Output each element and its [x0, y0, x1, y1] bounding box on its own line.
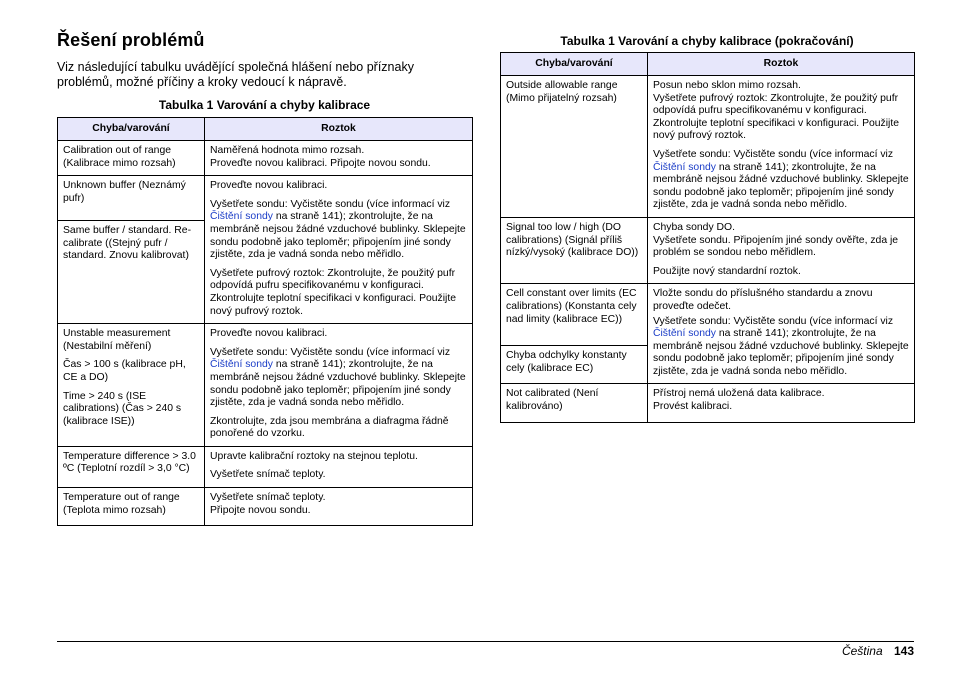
calibration-errors-table [57, 117, 473, 526]
error-cell [501, 384, 648, 422]
header-solution: Roztok [205, 118, 473, 141]
header-error: Chyba/varování [501, 53, 648, 76]
solution-text: Chyba sondy DO. [653, 221, 736, 233]
solution-text: Vyšetřete snímač teploty. [210, 469, 326, 481]
error-text: Temperature out of range (Teplota mimo rozsah) [63, 492, 180, 516]
error-text: Not calibrated (Není kalibrováno) [506, 388, 599, 413]
cleaning-probe-link[interactable]: Čištění sondy [653, 161, 716, 173]
error-cell [58, 176, 205, 221]
solution-cell [205, 446, 473, 487]
error-cell [58, 488, 205, 526]
cleaning-probe-link[interactable]: Čištění sondy [210, 359, 273, 371]
solution-text [210, 199, 467, 262]
footer-divider [57, 641, 914, 642]
cleaning-probe-link[interactable]: Čištění sondy [210, 211, 273, 223]
solution-text: Vložte sondu do příslušného standardu a znovu proveďte odečet. [653, 288, 873, 312]
solution-text: na straně 141); zkontrolujte, že na membráně nejsou žádné vzduchové bublinky. Sklepejte sondu podobně jako teploměr; připojením jiné sondy zjistěte, zda je vadná sonda nebo měřidlo. [653, 328, 909, 377]
error-text: Outside allowable range (Mimo přijatelný rozsah) [506, 80, 618, 104]
error-cell [501, 76, 648, 218]
solution-text: Vyšetřete sondu: Vyčistěte sondu (více informací viz [210, 198, 451, 210]
solution-cell [205, 324, 473, 447]
cleaning-probe-link[interactable]: Čištění sondy [653, 328, 716, 340]
error-text: Čas > 100 s (kalibrace pH, CE a DO) [63, 359, 186, 383]
error-text: Temperature difference > 3.0 ºC (Teplotní rozdíl > 3,0 °C) [63, 450, 196, 475]
solution-text: Vyšetřete sondu. Připojením jiné sondy ověřte, zda je problém se sondou nebo měřidlem. [653, 234, 899, 259]
solution-text: Přístroj nemá uložená data kalibrace. [653, 388, 825, 400]
page-footer [842, 644, 914, 658]
solution-cell [205, 176, 473, 324]
page-heading: Řešení problémů [57, 30, 205, 50]
table-row [58, 176, 473, 221]
solution-cell [205, 141, 473, 176]
error-text: Cell constant over limits (EC calibrations) (Konstanta cely nad limity (kalibrace EC)) [506, 288, 637, 325]
solution-text [210, 347, 467, 410]
table-row [501, 284, 915, 346]
solution-text: Provést kalibraci. [653, 401, 733, 413]
error-cell [58, 141, 205, 176]
solution-text: na straně 141); zkontrolujte, že na membráně nejsou žádné vzduchové bublinky. Sklepejte sondu podobně jako teploměr; připojením jiné sondy zjistěte, zda je vadná sonda nebo měřidlo. [210, 359, 466, 409]
solution-text: Posun nebo sklon mimo rozsah. [653, 80, 801, 91]
solution-text: na straně 141); zkontrolujte, že na membráně nejsou žádné vzduchové bublinky. Sklepejte sondu podobně jako teploměr; připojením jiné sondy zjistěte, zda je vadná sonda nebo měřidlo. [210, 211, 466, 261]
solution-cell [648, 384, 915, 422]
solution-text: Vyšetřete snímač teploty. [210, 492, 326, 504]
solution-text [653, 149, 909, 212]
solution-text: Připojte novou sondu. [210, 504, 311, 516]
solution-text: Upravte kalibrační roztoky na stejnou teplotu. [210, 450, 418, 462]
error-text: Same buffer / standard. Re-calibrate ((Stejný pufr / standard. Znovu kalibrovat) [63, 225, 192, 262]
error-text: Time > 240 s (ISE calibrations) (Čas > 240 s (kalibrace ISE)) [63, 390, 182, 427]
calibration-errors-table-continued [500, 52, 915, 423]
solution-text: na straně 141); zkontrolujte, že na membráně nejsou žádné vzduchové bublinky. Sklepejte sondu podobně jako teploměr; připojením jiné sondy zjistěte, zda je vadná sonda nebo měřidlo. [653, 161, 909, 211]
solution-text [653, 80, 909, 143]
table-row [58, 446, 473, 487]
solution-text [653, 316, 909, 379]
error-cell [58, 446, 205, 487]
error-cell [501, 217, 648, 283]
error-cell [501, 346, 648, 384]
solution-text: Vyšetřete pufrový roztok: Zkontrolujte, že použitý pufr odpovídá pufru specifikovanému v konfiguraci. Zkontrolujte teplotní specifikaci v konfiguraci. Použijte nový pufrový roztok. [210, 267, 457, 317]
table-header-row [58, 118, 473, 141]
error-cell [58, 324, 205, 447]
solution-text: Vyšetřete sondu: Vyčistěte sondu (více informací viz [653, 148, 894, 160]
table-row [501, 217, 915, 283]
solution-text: Proveďte novou kalibraci. [210, 180, 328, 192]
table-row [58, 488, 473, 526]
solution-text: Zkontrolujte, zda jsou membrána a diafragma řádně ponořené do vzorku. [210, 415, 449, 440]
intro-paragraph: Viz následující tabulku uvádějící společná hlášení nebo příznaky problémů, možné příčiny a kroky vedoucí k nápravě. [57, 60, 414, 89]
table-row [501, 384, 915, 422]
header-solution: Roztok [648, 53, 915, 76]
error-text: Signal too low / high (DO calibrations) (Signál příliš nízký/vysoký (kalibrace DO)) [506, 221, 639, 259]
error-cell [501, 284, 648, 346]
solution-text [653, 222, 909, 260]
solution-text: Vyšetřete pufrový roztok: Zkontrolujte, že použitý pufr odpovídá pufru specifikovanému v konfiguraci. Zkontrolujte teplotní specifikaci v konfiguraci. Použijte nový pufrový roztok. [653, 92, 900, 142]
footer-language: Čeština [841, 644, 883, 658]
page-number: 143 [893, 644, 914, 658]
error-text: Unknown buffer (Neznámý pufr) [63, 180, 186, 204]
solution-text: Proveďte novou kalibraci. Připojte novou sondu. [210, 157, 431, 169]
solution-text: Vyšetřete sondu: Vyčistěte sondu (více informací viz [653, 315, 894, 327]
solution-cell [648, 217, 915, 283]
header-error: Chyba/varování [58, 118, 205, 141]
solution-cell [648, 284, 915, 384]
error-text: Unstable measurement (Nestabilní měření) [63, 328, 171, 352]
error-cell [58, 221, 205, 324]
right-table-caption: Tabulka 1 Varování a chyby kalibrace (pokračování) [560, 34, 854, 48]
solution-text: Naměřená hodnota mimo rozsah. [210, 145, 365, 156]
solution-text: Použijte nový standardní roztok. [653, 265, 801, 277]
error-text: Chyba odchylky konstanty cely (kalibrace EC) [506, 350, 627, 374]
error-text: Calibration out of range (Kalibrace mimo rozsah) [63, 145, 176, 169]
solution-text: Vyšetřete sondu: Vyčistěte sondu (více informací viz [210, 346, 451, 358]
table-row [58, 324, 473, 447]
solution-cell [205, 488, 473, 526]
solution-cell [648, 76, 915, 218]
table-row [58, 141, 473, 176]
table-row [501, 76, 915, 218]
solution-text: Proveďte novou kalibraci. [210, 328, 328, 340]
left-table-caption: Tabulka 1 Varování a chyby kalibrace [158, 98, 371, 112]
table-header-row [501, 53, 915, 76]
